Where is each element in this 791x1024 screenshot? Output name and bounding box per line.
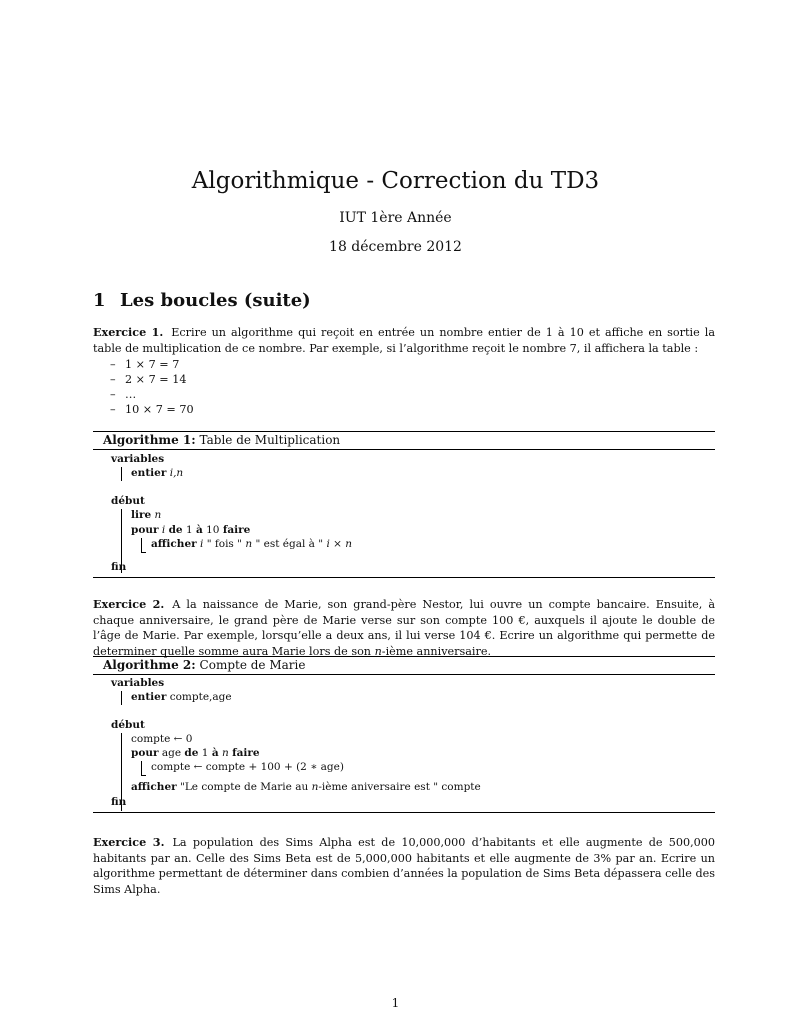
document-subtitle: IUT 1ère Année [339, 210, 452, 226]
keyword-debut: début [111, 495, 145, 507]
keyword-debut: début [111, 719, 145, 731]
block-end [141, 552, 146, 553]
loop-line: pour i de 1 à 10 faire [131, 524, 251, 536]
keyword-fin: fin [111, 796, 127, 808]
exercise-1-text: Ecrire un algorithme qui reçoit en entrée un nombre entier de 1 à 10 et affiche en sortie la table de multiplication de ce nombre. Par exemple, si l’algorithme reçoit le nombre 7, il affichera la table : [93, 326, 715, 355]
keyword-variables: variables [111, 677, 165, 689]
exercise-1-list [110, 357, 194, 417]
read-line: lire n [131, 509, 162, 521]
loop-line: pour age de 1 à n faire [131, 747, 260, 759]
list-item: – 1 × 7 = 7 [110, 358, 180, 371]
exercise-3-text: La population des Sims Alpha est de 10,000,000 d’habitants et elle augmente de 500,000 habitants par an. Celle des Sims Beta est de 5,000,000 habitants et elle augmente de 3% par an. Ecrire un algorithme permettant de déterminer dans combien d’années la population de Sims Beta dépassera celle des Sims Alpha. [93, 836, 715, 896]
exercise-3-label: Exercice 3. [93, 835, 165, 849]
section-number: 1 [93, 290, 106, 311]
list-item: – … [110, 388, 137, 401]
keyword-fin: fin [111, 561, 127, 573]
document-date: 18 décembre 2012 [329, 239, 462, 255]
page-number: 1 [391, 996, 400, 1010]
section-title: Les boucles (suite) [120, 290, 311, 311]
exercise-2-label: Exercice 2. [93, 597, 165, 611]
exercise-3 [93, 835, 715, 897]
list-item: – 10 × 7 = 70 [110, 403, 194, 416]
assign-line: compte ← 0 [131, 733, 193, 745]
declaration-line: entier compte,age [131, 691, 232, 703]
block-bar [141, 538, 142, 552]
exercise-1-label: Exercice 1. [93, 325, 164, 339]
keyword-variables: variables [111, 453, 165, 465]
loop-body-line: compte ← compte + 100 + (2 ∗ age) [151, 761, 344, 773]
algorithm-1-caption: Algorithme 1: Table de Multiplication [93, 432, 715, 450]
section-heading [93, 290, 311, 311]
exercise-1 [93, 325, 715, 356]
block-end [141, 775, 146, 776]
print-line: afficher i " fois " n " est égal à " i × n [151, 538, 353, 550]
declaration-line: entier i,n [131, 467, 184, 479]
list-item: – 2 × 7 = 14 [110, 373, 187, 386]
exercise-2: Exercice 2. A la naissance de Marie, son grand-père Nestor, lui ouvre un compte bancaire. Ensuite, à chaque anniversaire, le grand père de Marie verse sur son compte 100 €, auxquels il ajoute le double de l’âge de Marie. Par exemple, lorsqu’elle a deux ans, il lui verse 104 €. Ecrire un algorithme qui permette de determiner quelle somme aura Marie lors de son n-ième anniversaire. [93, 597, 716, 658]
block-bar [121, 691, 122, 705]
algorithm-1-box [93, 431, 715, 578]
algorithm-2-box [93, 656, 715, 813]
document-title: Algorithmique - Correction du TD3 [191, 168, 600, 194]
print-line: afficher "Le compte de Marie au n-ième aniversaire est " compte [131, 781, 481, 793]
algorithm-2-caption: Algorithme 2: Compte de Marie [93, 657, 715, 675]
block-bar [141, 761, 142, 775]
block-bar [121, 467, 122, 481]
